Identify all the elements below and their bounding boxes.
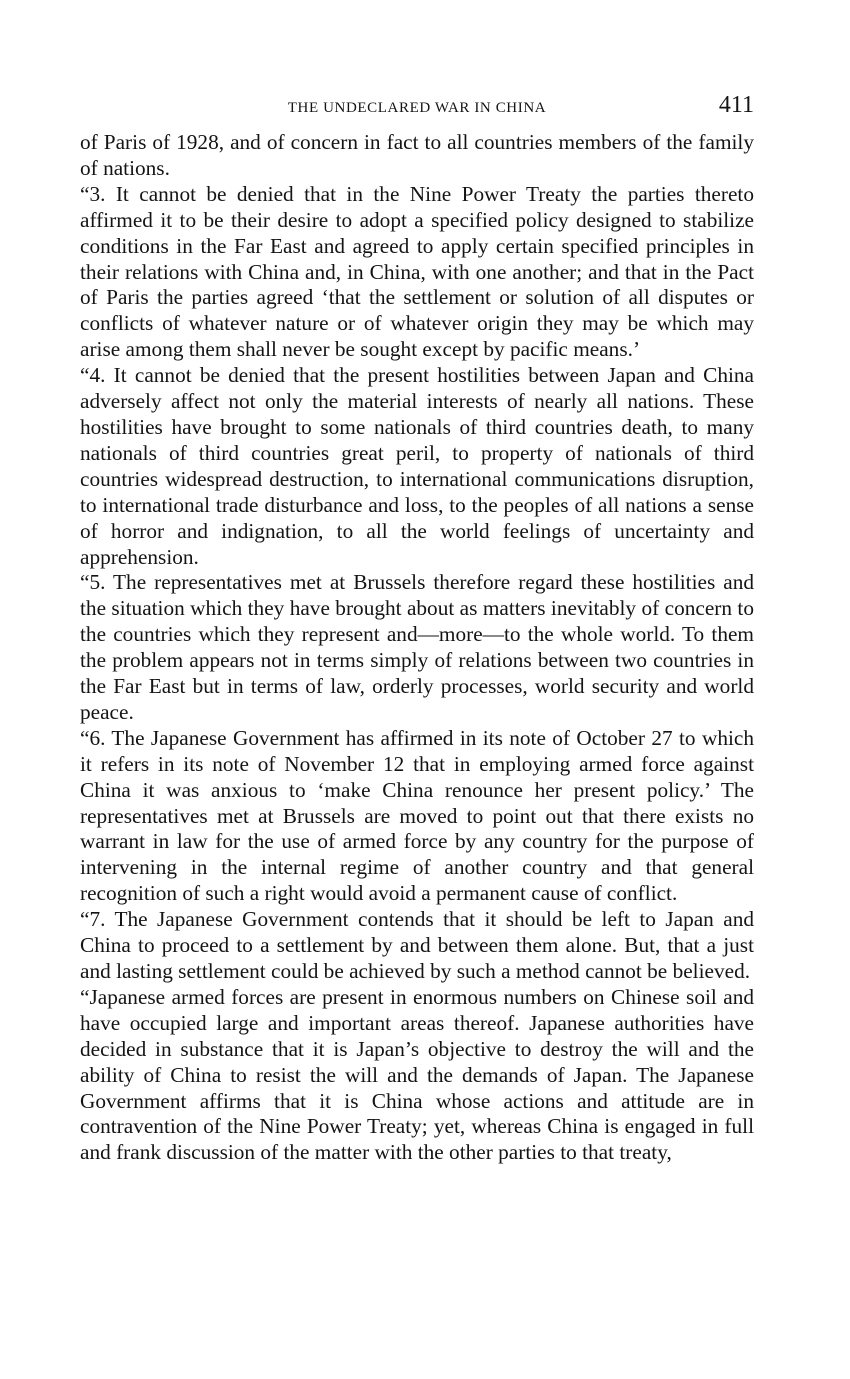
paragraph-6: “6. The Japanese Government has affirmed in its note of October 27 to which it refers in its note of November 12 that in employing armed force against China it was anxious to ‘make China renounce her present policy.’ The representatives met at Brussels are moved to point out that there exists no warrant in law for the use of armed force by any country for the purpose of intervening in the internal regime of another country and that general recognition of such a right would avoid a permanent cause of conflict. bbox=[80, 725, 754, 906]
paragraph-7: “7. The Japanese Government contends that it should be left to Japan and China to proceed to a settlement by and between them alone. But, that a just and lasting settlement could be achieved by such a method cannot be believed. bbox=[80, 907, 754, 983]
paragraph-5: “5. The representatives met at Brussels therefore regard these hostilities and the situation which they have brought about as matters inevitably of concern to the countries which they represent and—more—to the whole world. To them the problem appears not in terms simply of relations between two countries in the Far East but in terms of law, orderly processes, world security and world peace. bbox=[80, 570, 754, 724]
paragraph-3: “3. It cannot be denied that in the Nine Power Treaty the parties thereto affirmed it to be their desire to adopt a specified policy designed to stabilize conditions in the Far East and agreed to apply certain specified principles in their relations with China and, in China, with one another; and that in the Pact of Paris the parties agreed ‘that the settlement or solution of all disputes or conflicts of whatever nature or of whatever origin they may be which may arise among them shall never be sought except by pacific means.’ bbox=[80, 181, 754, 362]
book-page bbox=[80, 92, 754, 1166]
paragraph-japanese-forces: “Japanese armed forces are present in enormous numbers on Chinese soil and have occupied large and important areas thereof. Japanese authorities have decided in substance that it is Japan’s objective to destroy the will and the ability of China to resist the will and the demands of Japan. The Japanese Government affirms that it is China whose actions and attitude are in contravention of the Nine Power Treaty; yet, whereas China is engaged in full and frank discussion of the matter with the other parties to that treaty, bbox=[80, 984, 754, 1165]
paragraph-continuation: of Paris of 1928, and of concern in fact to all countries members of the family of nations. bbox=[80, 130, 754, 180]
paragraph-4: “4. It cannot be denied that the present hostilities between Japan and China adversely affect not only the material interests of nearly all nations. These hostilities have brought to some nationals of third countries death, to many nationals of third countries great peril, to property of nationals of third countries widespread destruction, to international communications disruption, to international trade disturbance and loss, to the peoples of all nations a sense of horror and indignation, to all the world feelings of uncertainty and apprehension. bbox=[80, 363, 754, 569]
page-number: 411 bbox=[718, 92, 754, 118]
running-title: THE UNDECLARED WAR IN CHINA bbox=[287, 100, 547, 116]
body-text bbox=[80, 130, 754, 1166]
running-header bbox=[80, 92, 754, 126]
